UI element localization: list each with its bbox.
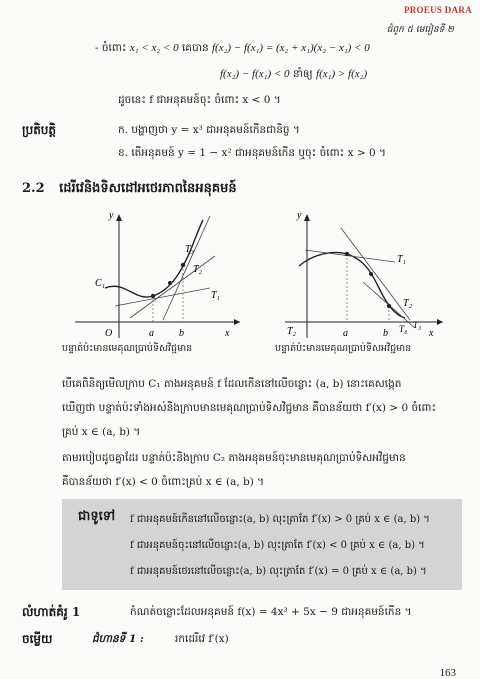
figure-increasing	[75, 210, 245, 340]
exercise-a: ក. បង្ហាញថា y = x³ ជាអនុគមន៍កើនជានិច្ច ។	[118, 124, 300, 136]
tangent-t2	[341, 228, 410, 320]
brand-header: PROEUS DARA	[403, 5, 472, 15]
label-c1: C₁	[95, 278, 106, 289]
figure-decreasing	[285, 210, 455, 340]
point-a	[151, 294, 155, 298]
point-b	[181, 263, 185, 267]
summary-row-increasing: f ជាអនុគមន៍កើននៅលើចន្លោះ(a, b) លុះត្រាតែ f′(x) > 0 គ្រប់ x ∈ (a, b) ។	[130, 514, 430, 525]
label-y: y	[109, 210, 114, 221]
label-t3: T₃	[185, 244, 195, 255]
label-a: a	[149, 328, 154, 339]
intro-equation: f(x₂) − f(x₁) = (x₂ + x₁)(x₂ − x₁) < 0	[211, 42, 370, 54]
label-y: y	[297, 210, 302, 221]
exercise-label: ប្រតិបត្តិ	[22, 123, 57, 137]
intro-inequality: x₁ < x₂ < 0	[129, 42, 179, 54]
label-t1: T₁	[211, 290, 221, 301]
intro-line-1	[95, 42, 370, 57]
intro-eq-left: f(x₂) − f(x₁) < 0	[220, 68, 290, 80]
x-axis-arrow	[437, 319, 443, 325]
label-b: b	[383, 328, 388, 339]
intro-conclusion: ដូចនេះ f ជាអនុគមន៍ចុះ ចំពោះ x < 0 ។	[118, 94, 281, 106]
answer-step-text: រកដេរីវេ f′(x)	[175, 633, 229, 645]
section-heading	[22, 180, 237, 199]
intro-line-2	[220, 68, 367, 83]
answer-step: ជំហានទី 1 :	[92, 633, 144, 645]
page-number: 163	[439, 667, 456, 679]
section-number: 2.2	[22, 181, 45, 196]
label-b: b	[179, 328, 184, 339]
label-t2: T₂	[403, 298, 413, 309]
label-t2: T₂	[193, 264, 203, 275]
x-axis-arrow	[234, 319, 240, 325]
intro-eq-right: f(x₁) > f(x₂)	[316, 68, 368, 80]
curve-c1	[105, 220, 203, 297]
label-a: a	[343, 328, 348, 339]
tangent-t3	[163, 216, 210, 320]
summary-label: ជាទូទៅ	[78, 509, 116, 524]
label-t2-left: T₂	[287, 326, 297, 337]
point-mid	[168, 281, 172, 285]
summary-row-constant: f ជាអនុគមន៍ថេរនៅលើចន្លោះ(a, b) លុះត្រាតែ f′(x) = 0 គ្រប់ x ∈ (a, b) ។	[130, 566, 427, 577]
example-label: លំហាត់គំរូ 1	[22, 605, 81, 619]
y-axis-arrow	[116, 214, 122, 221]
point-mid	[369, 272, 373, 276]
intro-therefore: នាំឲ្យ	[292, 68, 313, 80]
paragraph-2-line-1: តាមរបៀបដូចគ្នាដែរ បន្ទាត់ប៉ះនិងក្រាប C₂ តាងអនុគមន៍ចុះមានមេគុណប្រាប់ទិសអវិជ្ជមាន	[62, 452, 406, 464]
example-text: កំណត់ចន្លោះដែលអនុគមន៍ f(x) = 4x³ + 5x − 9 ជាអនុគមន៍កើន ។	[130, 606, 412, 618]
intro-mid: គេបាន	[181, 42, 209, 54]
exercise-b: ខ. តើអនុគមន៍ y = 1 − x² ជាអនុគមន៍កើន ឬចុះ ចំពោះ x > 0 ។	[118, 147, 386, 159]
paragraph-1-line-2: ឃើញថា បន្ទាត់ប៉ះទាំងអស់និងក្រាបមានមេគុណប្រាប់ទិសវិជ្ជមាន គឺបានន័យថា f′(x) > 0 ចំពោះ	[62, 402, 437, 414]
label-t4: T₄	[399, 324, 408, 334]
chapter-header: ជំពូក ៥ មេរៀនទី ២	[386, 25, 454, 35]
section-title: ដេរីវេនិងទិសដៅអថេរភាពនៃអនុគមន៍	[59, 181, 237, 196]
paragraph-2-line-2: គឺបានន័យថា f′(x) < 0 ចំពោះគ្រប់ x ∈ (a, b) ។	[62, 476, 265, 488]
caption-right: បន្ទាត់ប៉ះមានមេគុណប្រាប់ទិសអវិជ្ជមាន	[275, 343, 412, 354]
paragraph-1-line-3: គ្រប់ x ∈ (a, b) ។	[62, 426, 141, 438]
label-t3: T₃	[413, 320, 422, 330]
label-t1: T₁	[397, 254, 407, 265]
label-origin: O	[105, 328, 113, 339]
intro-prefix: - ចំពោះ	[95, 42, 127, 54]
y-axis-arrow	[304, 214, 310, 221]
tangent-t2	[130, 256, 215, 318]
tangent-t1	[305, 250, 395, 262]
summary-row-decreasing: f ជាអនុគមន៍ចុះនៅលើចន្លោះ(a, b) លុះត្រាតែ f′(x) < 0 គ្រប់ x ∈ (a, b) ។	[130, 540, 425, 551]
caption-left: បន្ទាត់ប៉ះមានមេគុណប្រាប់ទិសវិជ្ជមាន	[62, 343, 193, 354]
answer-label: ចម្លើយ	[22, 632, 53, 646]
point-a	[345, 252, 349, 256]
label-x: x	[429, 328, 434, 339]
point-b	[387, 304, 391, 308]
paragraph-1-line-1: បើគេពិនិត្យមើលក្រាប C₁ តាងអនុគមន៍ f ដែលកើននៅលើចន្លោះ (a, b) នោះគេសង្កេត	[62, 378, 402, 390]
label-x: x	[225, 328, 230, 339]
